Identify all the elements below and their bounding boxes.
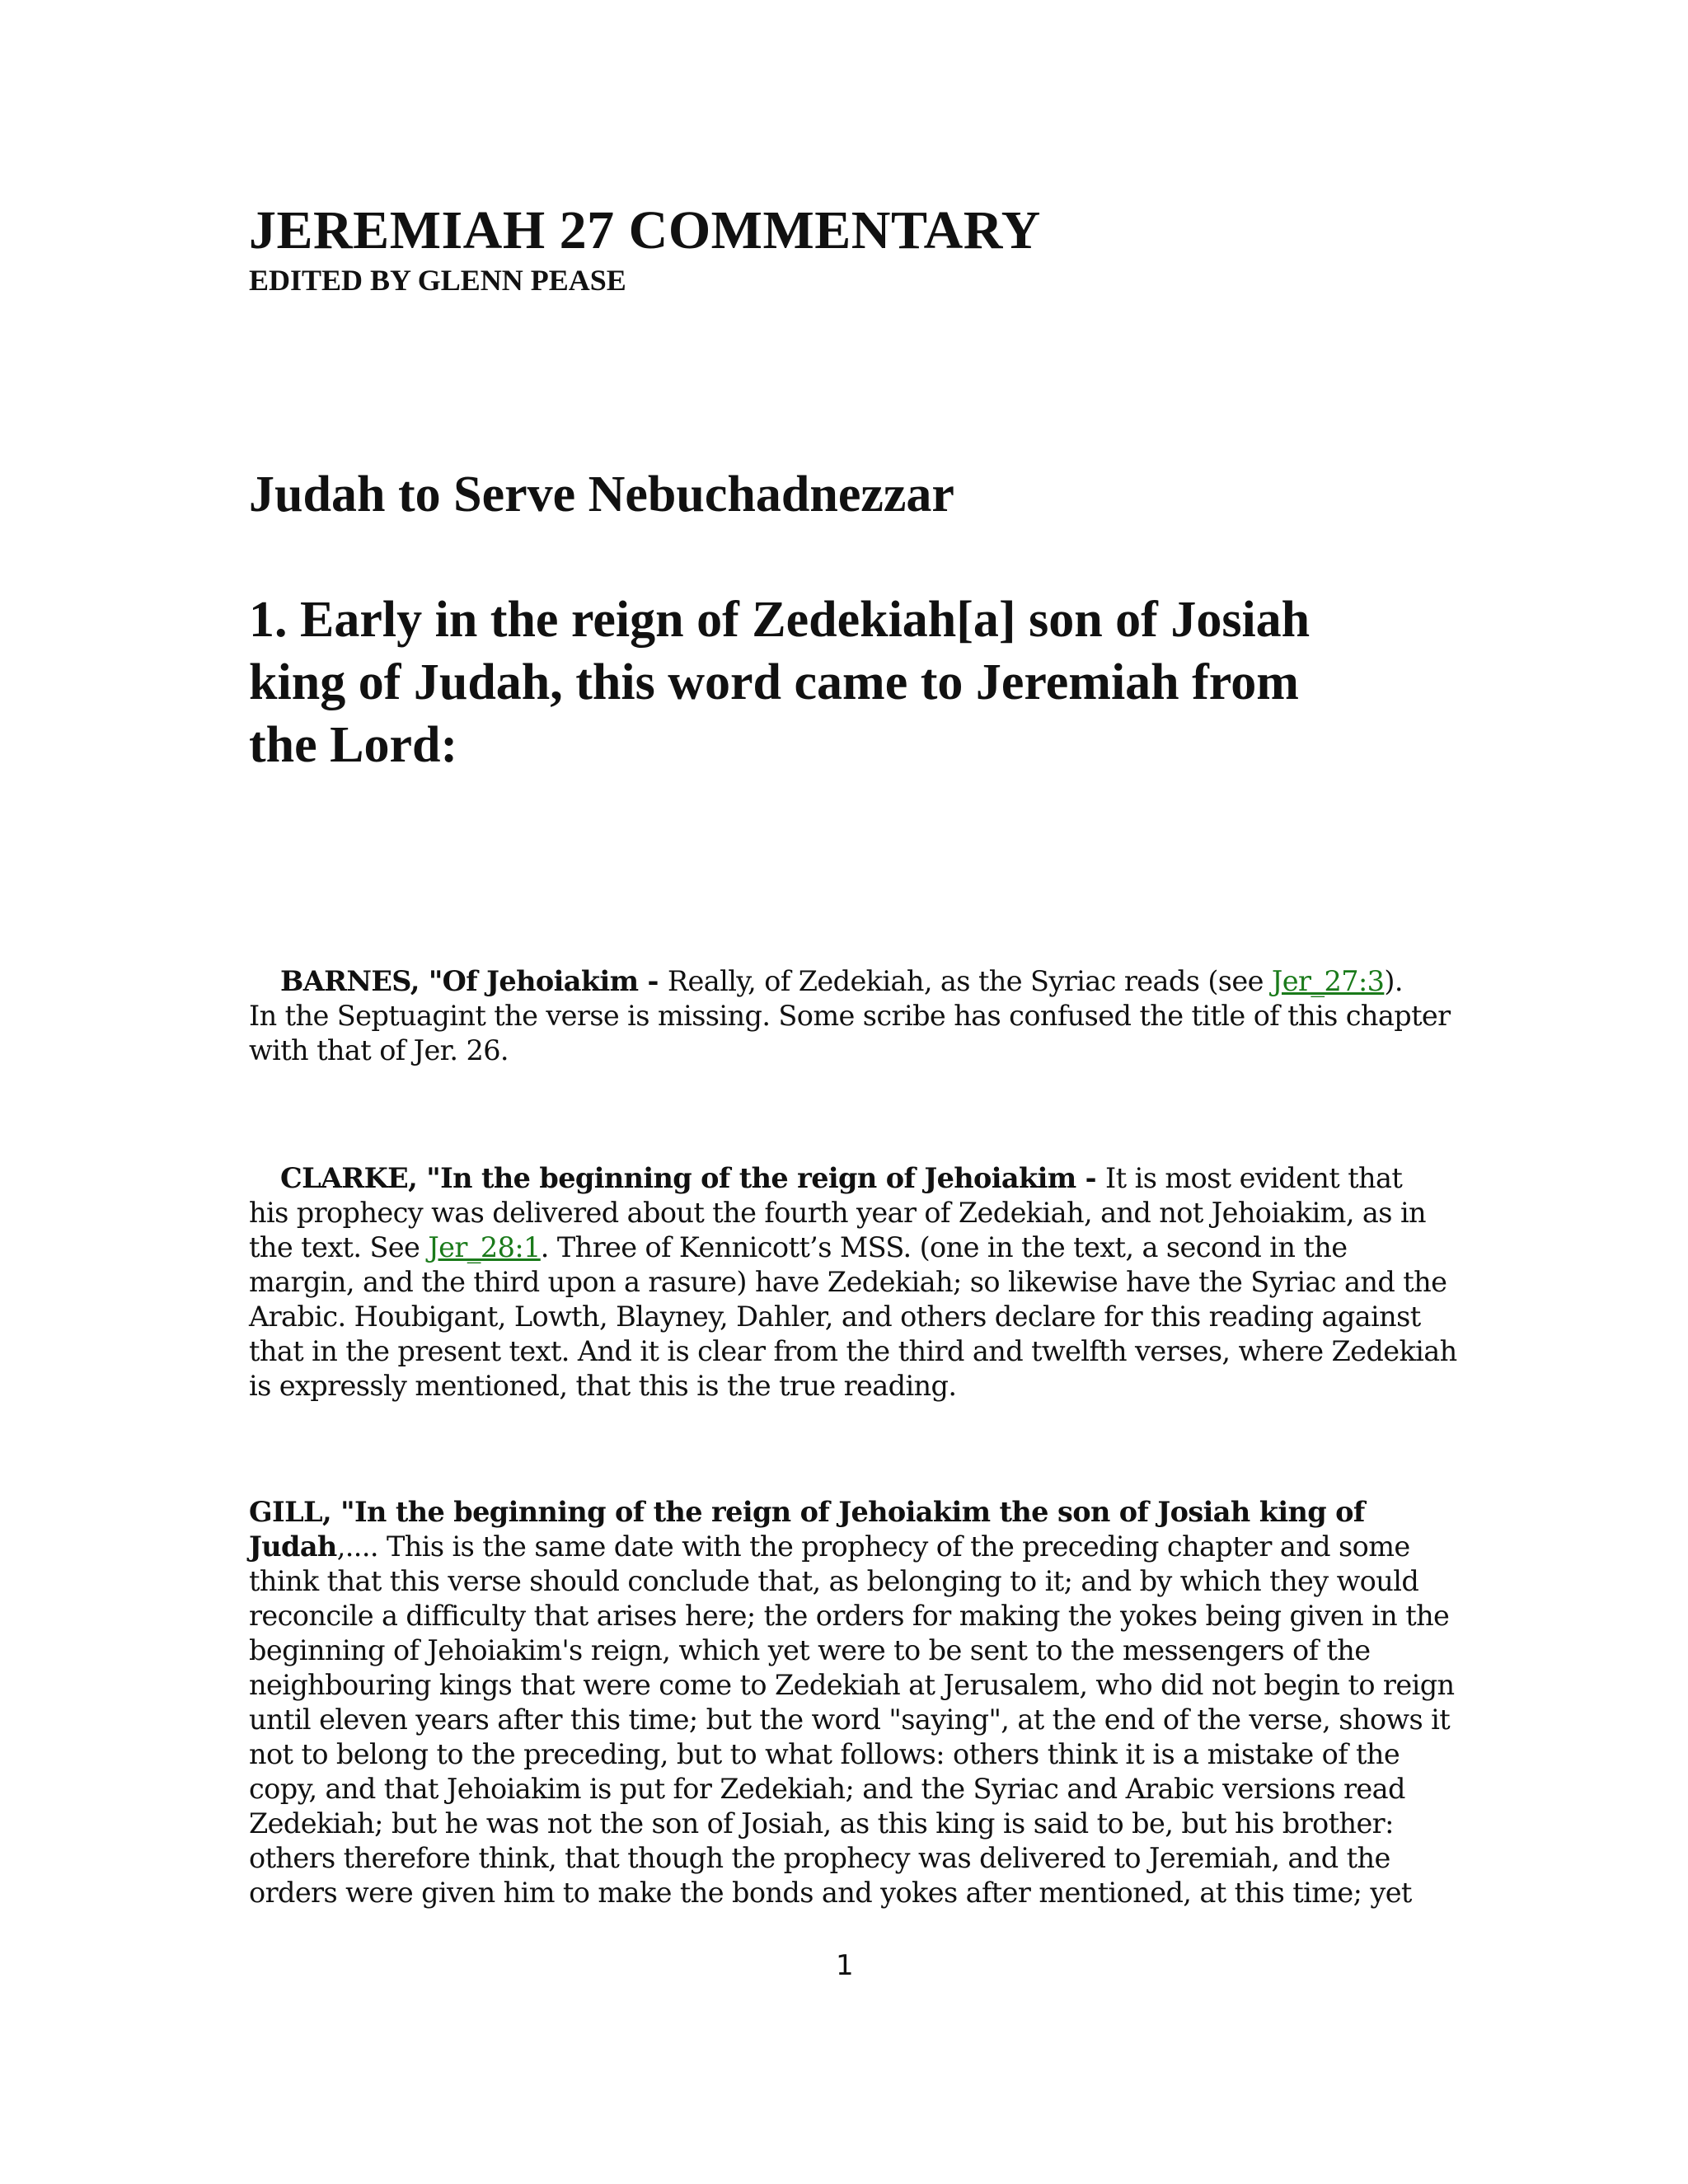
commentary-line: that in the present text. And it is clear from the third and twelfth verses, where Zedekiah <box>249 1335 1457 1367</box>
commentary-line: reconcile a difficulty that arises here; the orders for making the yokes being given in the <box>249 1600 1450 1632</box>
commentary-line: his prophecy was delivered about the fourth year of Zedekiah, and not Jehoiakim, as in <box>249 1197 1427 1229</box>
scripture-reference-link[interactable]: Jer_27:3 <box>1271 965 1385 997</box>
barnes-lead: BARNES, "Of Jehoiakim - <box>280 965 668 997</box>
document-subtitle: EDITED BY GLENN PEASE <box>249 264 626 297</box>
gill-text: ,.... This is the same date with the prophecy of the preceding chapter and some <box>336 1530 1410 1563</box>
barnes-text: ). <box>1384 965 1403 997</box>
commentary-line: with that of Jer. 26. <box>249 1034 509 1066</box>
barnes-commentary <box>249 964 1451 1068</box>
verse-heading <box>249 588 1469 776</box>
commentary-line: margin, and the third upon a rasure) have Zedekiah; so likewise have the Syriac and the <box>249 1266 1447 1298</box>
commentary-line: Zedekiah; but he was not the son of Josiah, as this king is said to be, but his brother: <box>249 1807 1394 1840</box>
commentary-line: Arabic. Houbigant, Lowth, Blayney, Dahler, and others declare for this reading against <box>249 1301 1421 1333</box>
commentary-line: others therefore think, that though the prophecy was delivered to Jeremiah, and the <box>249 1842 1390 1874</box>
barnes-text: Really, of Zedekiah, as the Syriac reads (see <box>667 965 1272 997</box>
commentary-line <box>249 1530 1444 1564</box>
section-heading: Judah to Serve Nebuchadnezzar <box>249 466 954 523</box>
commentary-line: not to belong to the preceding, but to what follows: others think it is a mistake of the <box>249 1738 1400 1770</box>
gill-commentary <box>249 1495 1455 1910</box>
commentary-line: until eleven years after this time; but the word "saying", at the end of the verse, shows it <box>249 1704 1451 1736</box>
commentary-line <box>249 964 1444 999</box>
commentary-line <box>249 1161 1444 1196</box>
gill-lead: GILL, "In the beginning of the reign of Jehoiakim the son of Josiah king of <box>249 1496 1365 1528</box>
commentary-line: copy, and that Jehoiakim is put for Zedekiah; and the Syriac and Arabic versions read <box>249 1773 1405 1805</box>
page-number: 1 <box>836 1949 854 1982</box>
clarke-lead: CLARKE, "In the beginning of the reign of Jehoiakim - <box>280 1162 1106 1194</box>
clarke-commentary <box>249 1161 1457 1404</box>
verse-heading-line: 1. Early in the reign of Zedekiah[a] son of Josiah <box>249 592 1311 648</box>
verse-heading-line: the Lord: <box>249 717 458 773</box>
commentary-line: orders were given him to make the bonds and yokes after mentioned, at this time; yet <box>249 1877 1412 1909</box>
clarke-text: It is most evident that <box>1105 1162 1403 1194</box>
commentary-line: think that this verse should conclude that, as belonging to it; and by which they would <box>249 1565 1419 1597</box>
commentary-line: is expressly mentioned, that this is the true reading. <box>249 1370 957 1402</box>
scripture-reference-link[interactable]: Jer_28:1 <box>428 1231 541 1263</box>
gill-lead: Judah <box>249 1530 337 1563</box>
clarke-text: . Three of Kennicott’s MSS. (one in the text, a second in the <box>540 1231 1348 1263</box>
document-title: JEREMIAH 27 COMMENTARY <box>249 200 1041 260</box>
commentary-line <box>249 1230 1444 1265</box>
commentary-line: In the Septuagint the verse is missing. Some scribe has confused the title of this chapter <box>249 1000 1451 1032</box>
clarke-text: the text. See <box>249 1231 429 1263</box>
commentary-line: beginning of Jehoiakim's reign, which yet were to be sent to the messengers of the <box>249 1634 1371 1666</box>
commentary-line: neighbouring kings that were come to Zedekiah at Jerusalem, who did not begin to reign <box>249 1669 1455 1701</box>
commentary-line <box>249 1495 1444 1530</box>
verse-heading-line: king of Judah, this word came to Jeremiah from <box>249 654 1299 710</box>
